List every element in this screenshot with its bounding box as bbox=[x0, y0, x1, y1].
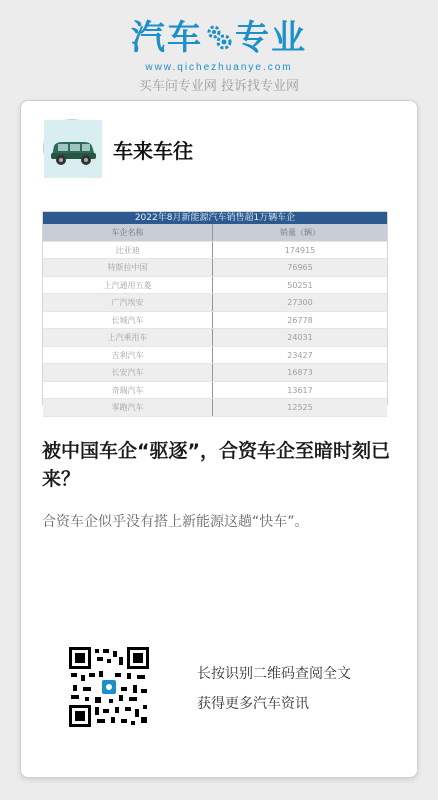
brand-logo-right: 专业 bbox=[235, 18, 307, 58]
qr-hint-secondary: 获得更多汽车资讯 bbox=[197, 696, 309, 712]
gear-icon bbox=[205, 20, 233, 60]
brand-url: www.qichezhuanye.com bbox=[145, 61, 293, 73]
brand-header bbox=[0, 18, 438, 94]
table-row bbox=[43, 294, 387, 312]
qr-hint-primary: 长按识别二维码查阅全文 bbox=[197, 666, 351, 682]
table-cell: 吉利汽车 bbox=[43, 347, 213, 364]
table-cell: 长城汽车 bbox=[43, 312, 213, 329]
table-cell: 23427 bbox=[287, 350, 313, 360]
car-avatar-icon bbox=[43, 119, 101, 177]
table-row bbox=[43, 242, 387, 260]
table-cell: 广汽埃安 bbox=[43, 294, 213, 311]
image-table-header bbox=[43, 224, 387, 242]
table-cell: 特斯拉中国 bbox=[43, 259, 213, 276]
table-cell: 比亚迪 bbox=[43, 242, 213, 259]
table-row bbox=[43, 382, 387, 400]
table-row bbox=[43, 259, 387, 277]
table-cell: 奇瑞汽车 bbox=[43, 382, 213, 399]
image-table-header-value: 销量（辆） bbox=[280, 228, 320, 237]
table-cell: 50251 bbox=[287, 280, 313, 290]
image-table-title: 2022年8月新能源汽车销售超1万辆车企 bbox=[43, 212, 387, 224]
image-table-header-name: 车企名称 bbox=[43, 224, 213, 241]
table-cell: 174915 bbox=[284, 245, 316, 255]
table-cell: 13617 bbox=[287, 385, 313, 395]
table-cell: 长安汽车 bbox=[43, 364, 213, 381]
article-headline[interactable]: 被中国车企“驱逐”，合资车企至暗时刻已来？ bbox=[42, 440, 390, 490]
table-cell: 26778 bbox=[287, 315, 313, 325]
table-row bbox=[43, 277, 387, 295]
brand-slogan: 买车问专业网 投诉找专业网 bbox=[138, 78, 300, 94]
article-summary: 合资车企似乎没有搭上新能源这趟“快车”。 bbox=[42, 514, 309, 530]
table-cell: 16873 bbox=[287, 368, 313, 377]
qr-code-icon[interactable] bbox=[69, 647, 149, 727]
table-cell: 12525 bbox=[287, 403, 313, 412]
table-cell: 24031 bbox=[287, 333, 313, 342]
table-cell: 上汽乘用车 bbox=[43, 329, 213, 346]
table-row bbox=[43, 329, 387, 347]
table-cell: 上汽通用五菱 bbox=[43, 277, 213, 294]
table-row bbox=[43, 364, 387, 382]
table-cell: 76965 bbox=[287, 263, 313, 272]
table-row bbox=[43, 347, 387, 365]
table-cell: 27300 bbox=[287, 298, 313, 307]
table-cell: 零跑汽车 bbox=[43, 399, 213, 416]
author-name[interactable]: 车来车往 bbox=[113, 139, 193, 163]
article-image[interactable] bbox=[42, 211, 388, 412]
table-row bbox=[43, 399, 387, 417]
brand-logo-left: 汽车 bbox=[131, 18, 203, 58]
table-row bbox=[43, 312, 387, 330]
article-card[interactable] bbox=[20, 100, 418, 778]
brand-logo bbox=[0, 18, 438, 60]
